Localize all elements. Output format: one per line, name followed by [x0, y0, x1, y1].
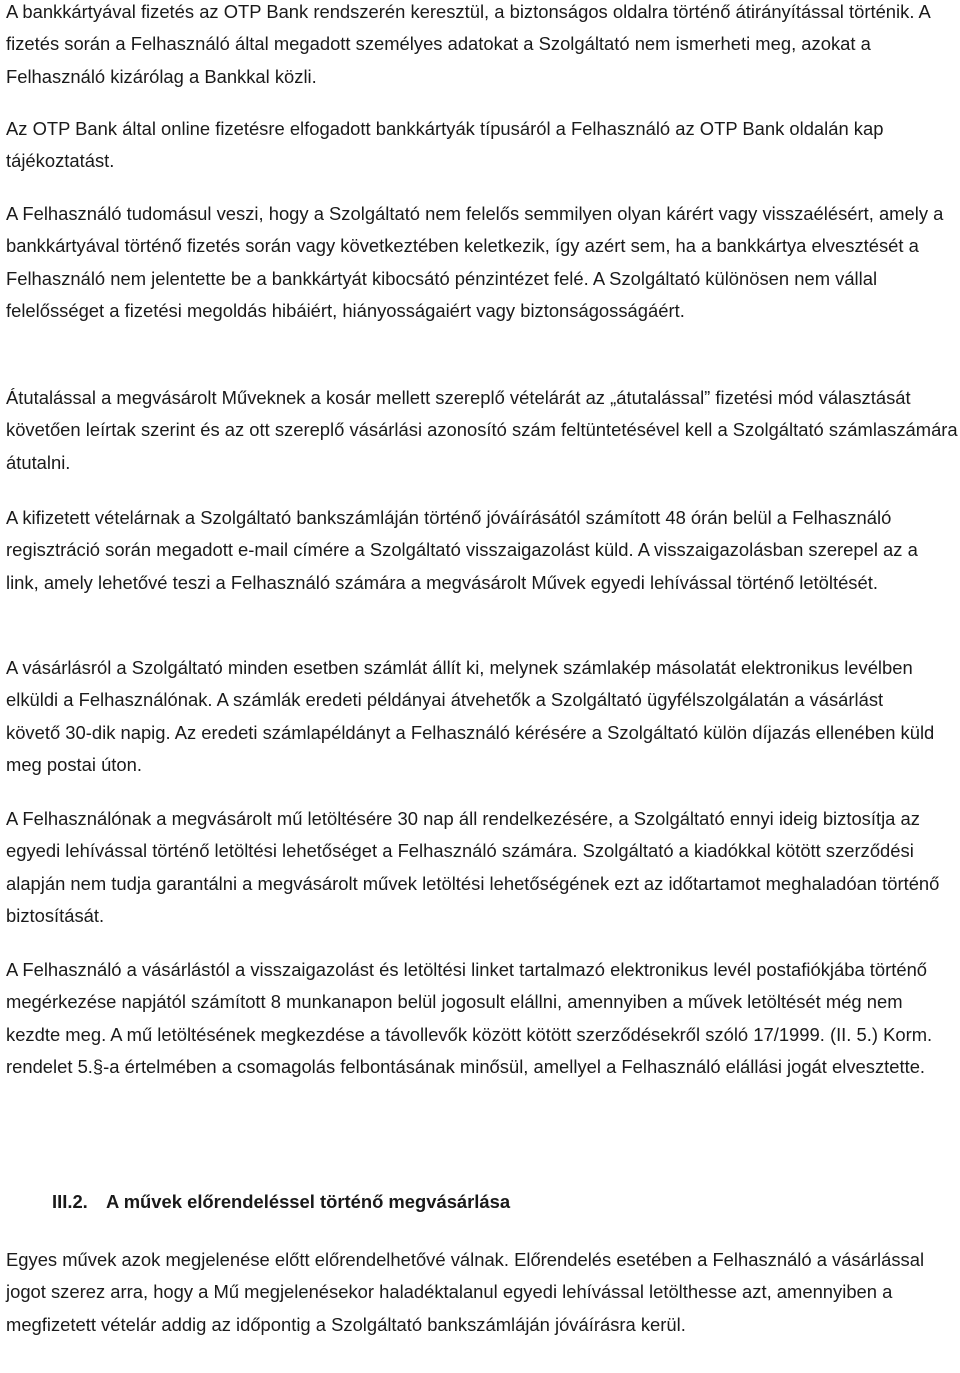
section-heading	[6, 1186, 510, 1218]
paragraph-invoice: A vásárlásról a Szolgáltató minden esetben számlát állít ki, melynek számlakép másolatát elektronikus levélben elküldi a Felhasználónak. A számlák eredeti példányai átvehetők a Szolgáltató ügyfélszolgálatán a vásárlást követő 30-dik napig. Az eredeti számlapéldányt a Felhasználó kérésére a Szolgáltató külön díjazás ellenében küld meg postai úton.	[6, 657, 935, 775]
section-number: III.2.	[52, 1191, 88, 1212]
paragraph-liability: A Felhasználó tudomásul veszi, hogy a Szolgáltató nem felelős semmilyen olyan kárért vagy visszaélésért, amely a bankkártyával történő fizetés során vagy következtében keletkezik, így azért sem, ha a bankkártya elvesztését a Felhasználó nem jelentette be a bankkártyát kibocsátó pénzintézet felé. A Szolgáltató különösen nem vállal felelősséget a fizetési megoldás hibáiért, hiányosságaiért vagy biztonságosságáért.	[6, 203, 944, 321]
paragraph-withdrawal: A Felhasználó a vásárlástól a visszaigazolást és letöltési linket tartalmazó elektronikus levél postafiókjába történő megérkezése napjától számított 8 munkanapon belül jogosult elállni, amennyiben a művek letöltését még nem kezdte meg. A mű letöltésének megkezdése a távollevők között kötött szerződésekről szóló 17/1999. (II. 5.) Korm. rendelet 5.§-a értelmében a csomagolás felbontásának minősül, amellyel a Felhasználó elállási jogát elvesztette.	[6, 959, 933, 1077]
paragraph-accepted-cards: Az OTP Bank által online fizetésre elfogadott bankkártyák típusáról a Felhasználó az OTP Bank oldalán kap tájékoztatást.	[6, 118, 884, 172]
paragraph-download-period: A Felhasználónak a megvásárolt mű letöltésére 30 nap áll rendelkezésére, a Szolgáltató ennyi ideig biztosítja az egyedi lehívással történő letöltési lehetőséget a Felhasználó számára. Szolgáltató a kiadókkal kötött szerződési alapján nem tudja garantálni a megvásárolt művek letöltési lehetőségének ezt az időtartamot meghaladóan történő biztosítását.	[6, 808, 940, 926]
section-title: A művek előrendeléssel történő megvásárlása	[106, 1191, 511, 1212]
paragraph-confirmation: A kifizetett vételárnak a Szolgáltató bankszámláján történő jóváírásától számított 48 órán belül a Felhasználó regisztráció során megadott e-mail címére a Szolgáltató visszaigazolást küld. A visszaigazolásban szerepel az a link, amely lehetővé teszi a Felhasználó számára a megvásárolt Művek egyedi lehívással történő letöltését.	[6, 507, 918, 593]
paragraph-bank-transfer: Átutalással a megvásárolt Műveknek a kosár mellett szereplő vételárát az „átutalással” fizetési mód választását követően leírtak szerint és az ott szereplő vásárlási azonosító szám feltüntetésével kell a Szolgáltató számlaszámára átutalni.	[6, 387, 958, 473]
paragraph-preorder: Egyes művek azok megjelenése előtt előrendelhetővé válnak. Előrendelés esetében a Felhasználó a vásárlással jogot szerez arra, hogy a Mű megjelenésekor haladéktalanul egyedi lehívással letölthesse azt, amennyiben a megfizetett vételár addig az időpontig a Szolgáltató bankszámláján jóváírásra kerül.	[6, 1249, 925, 1335]
paragraph-bank-card-payment: A bankkártyával fizetés az OTP Bank rendszerén keresztül, a biztonságos oldalra történő átirányítással történik. A fizetés során a Felhasználó által megadott személyes adatokat a Szolgáltató nem ismerheti meg, azokat a Felhasználó kizárólag a Bankkal közli.	[6, 1, 930, 87]
